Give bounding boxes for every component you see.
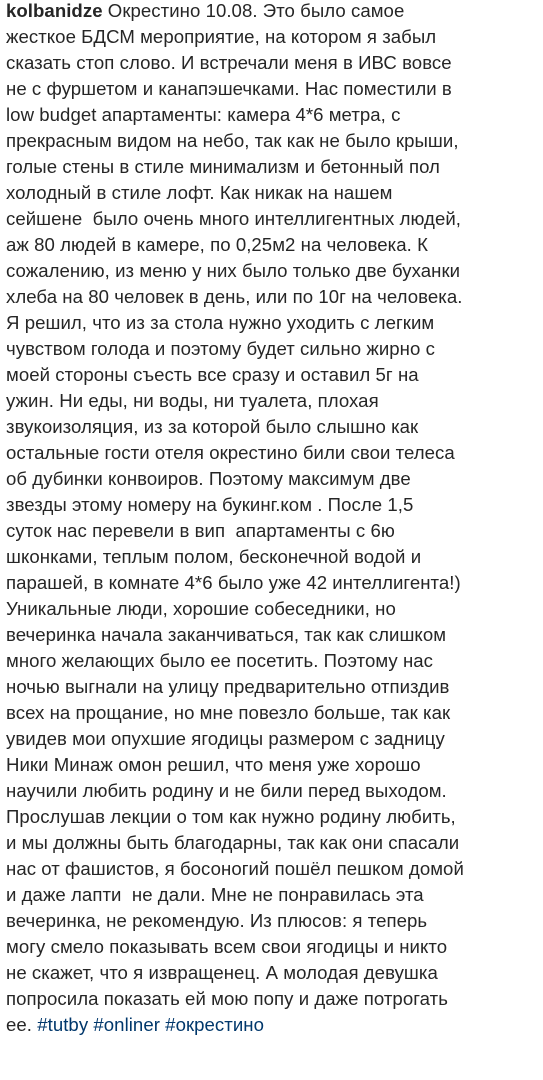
caption-line: ночью выгнали на улицу предварительно отпиздив bbox=[6, 676, 450, 697]
caption-line: Ники Минаж омон решил, что меня уже хорошо bbox=[6, 754, 421, 775]
caption-line: увидев мои опухшие ягодицы размером с задницу bbox=[6, 728, 445, 749]
caption-line: остальные гости отеля окрестино били свои телеса bbox=[6, 442, 455, 463]
caption-line: не скажет, что я извращенец. А молодая девушка bbox=[6, 962, 438, 983]
caption-line: парашей, в комнате 4*6 было уже 42 интеллигента!) bbox=[6, 572, 461, 593]
caption-line: хлеба на 80 человек в день, или по 10г на человека. bbox=[6, 286, 463, 307]
caption-line: аж 80 людей в камере, по 0,25м2 на человека. К bbox=[6, 234, 428, 255]
caption-line: об дубинки конвоиров. Поэтому максимум две bbox=[6, 468, 411, 489]
username-link[interactable]: kolbanidze bbox=[6, 0, 103, 21]
caption-line: голые стены в стиле минимализм и бетонный пол bbox=[6, 156, 440, 177]
hashtag-link[interactable]: #окрестино bbox=[165, 1014, 264, 1035]
caption-line: и мы должны быть благодарны, так как они спасали bbox=[6, 832, 460, 853]
hashtag-link[interactable]: #tutby bbox=[37, 1014, 89, 1035]
caption-last-line bbox=[6, 1012, 538, 1038]
caption-line: звукоизоляция, из за которой было слышно как bbox=[6, 416, 419, 437]
caption-line: не с фуршетом и канапэшечками. Нас поместили в bbox=[6, 78, 452, 99]
caption-line: холодный в стиле лофт. Как никак на нашем bbox=[6, 182, 393, 203]
caption-first-line-text: Окрестино 10.08. Это было самое bbox=[102, 0, 405, 21]
caption-line: вечеринка, не рекомендую. Из плюсов: я теперь bbox=[6, 910, 428, 931]
caption-line: прекрасным видом на небо, так как не было крыши, bbox=[6, 130, 459, 151]
caption-line: жесткое БДСМ мероприятие, на котором я забыл bbox=[6, 26, 437, 47]
caption-line: всех на прощание, но мне повезло больше, так как bbox=[6, 702, 451, 723]
caption-line: суток нас перевели в вип апартаменты с 6ю bbox=[6, 520, 395, 541]
caption-line: Прослушав лекции о том как нужно родину любить, bbox=[6, 806, 456, 827]
caption-line: много желающих было ее посетить. Поэтому нас bbox=[6, 650, 434, 671]
post-caption bbox=[6, 0, 538, 1038]
hashtag-link[interactable]: #onliner bbox=[93, 1014, 160, 1035]
caption-line: звезды этому номеру на букинг.ком . После 1,5 bbox=[6, 494, 414, 515]
caption-line: чувством голода и поэтому будет сильно жирно с bbox=[6, 338, 435, 359]
caption-line: ужин. Ни еды, ни воды, ни туалета, плохая bbox=[6, 390, 379, 411]
caption-body bbox=[6, 24, 538, 1012]
hashtag-list bbox=[37, 1014, 264, 1035]
caption-line: Я решил, что из за стола нужно уходить с легким bbox=[6, 312, 435, 333]
caption-line: нас от фашистов, я босоногий пошёл пешком домой bbox=[6, 858, 464, 879]
caption-line: моей стороны съесть все сразу и оставил 5г на bbox=[6, 364, 419, 385]
caption-first-line bbox=[6, 0, 538, 24]
caption-line: сейшене было очень много интеллигентных людей, bbox=[6, 208, 461, 229]
caption-line: вечеринка начала заканчиваться, так как слишком bbox=[6, 624, 447, 645]
caption-line: сказать стоп слово. И встречали меня в ИВС вовсе bbox=[6, 52, 452, 73]
caption-line: научили любить родину и не били перед выходом. bbox=[6, 780, 447, 801]
caption-line: сожалению, из меню у них было только две буханки bbox=[6, 260, 461, 281]
caption-last-line-text: ее. bbox=[6, 1014, 38, 1035]
caption-line: могу смело показывать всем свои ягодицы и никто bbox=[6, 936, 448, 957]
caption-line: и даже лапти не дали. Мне не понравилась эта bbox=[6, 884, 424, 905]
caption-line: low budget апартаменты: камера 4*6 метра, с bbox=[6, 104, 401, 125]
caption-line: шконками, теплым полом, бесконечной водой и bbox=[6, 546, 422, 567]
caption-line: попросила показать ей мою попу и даже потрогать bbox=[6, 988, 448, 1009]
caption-line: Уникальные люди, хорошие собеседники, но bbox=[6, 598, 396, 619]
